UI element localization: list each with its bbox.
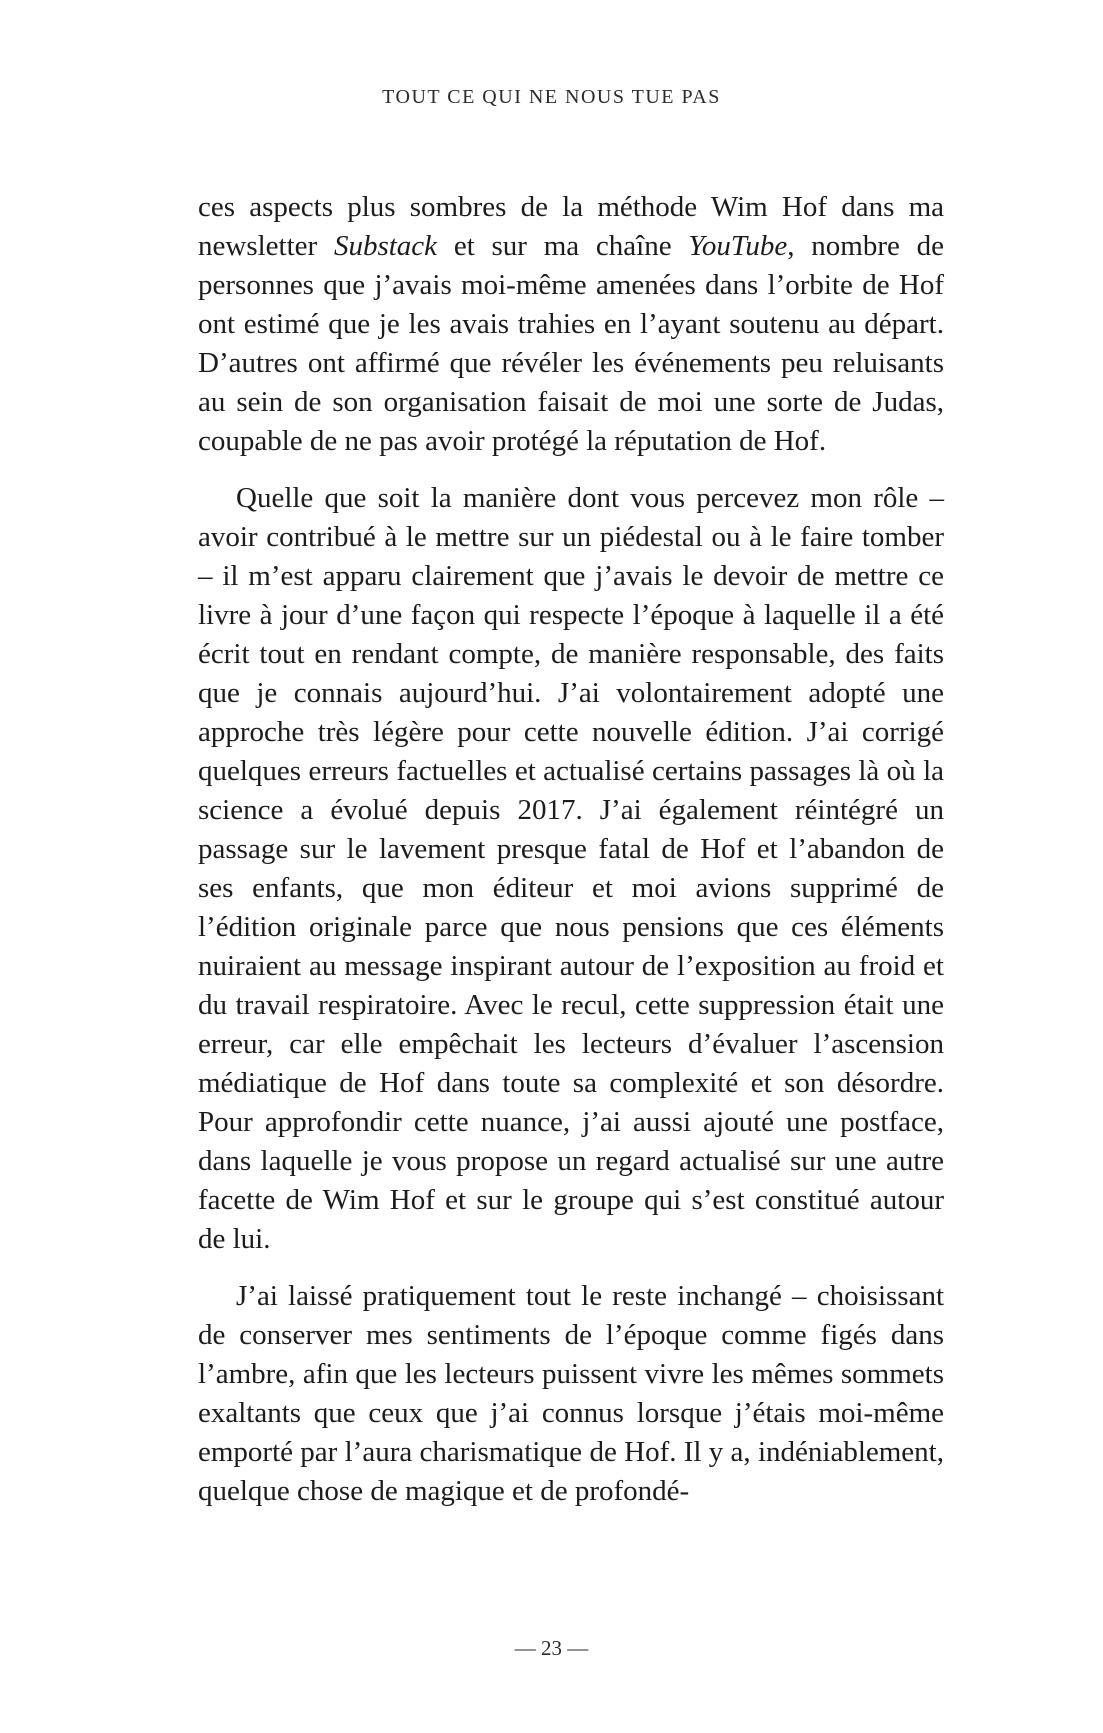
paragraph-1-text-c: , nombre de personnes que j’avais moi-même amenées dans l’orbite de Hof ont estimé que je les avais trahies en l’ayant soutenu au départ. D’autres ont affirmé que révéler les événements peu reluisants au sein de son organisation faisait de moi une sorte de Judas, coupable de ne pas avoir protégé la réputation de Hof.: [198, 230, 944, 457]
paragraph-1-text-b: et sur ma chaîne: [437, 230, 689, 262]
running-header: TOUT CE QUI NE NOUS TUE PAS: [382, 86, 721, 108]
text-body: [198, 188, 944, 1529]
paragraph-2: Quelle que soit la manière dont vous percevez mon rôle – avoir contribué à le mettre sur un piédestal ou à le faire tomber – il m’est apparu clairement que j’avais le devoir de mettre ce livre à jour d’une façon qui respecte l’époque à laquelle il a été écrit tout en rendant compte, de manière responsable, des faits que je connais aujourd’hui. J’ai volontairement adopté une approche très légère pour cette nouvelle édition. J’ai corrigé quelques erreurs factuelles et actualisé certains passages là où la science a évolué depuis 2017. J’ai également réintégré un passage sur le lavement presque fatal de Hof et l’abandon de ses enfants, que mon éditeur et moi avions supprimé de l’édition originale parce que nous pensions que ces éléments nuiraient au message inspirant autour de l’exposition au froid et du travail respiratoire. Avec le recul, cette suppression était une erreur, car elle empêchait les lecteurs d’évaluer l’ascension médiatique de Hof dans toute sa complexité et son désordre. Pour approfondir cette nuance, j’ai aussi ajouté une postface, dans laquelle je vous propose un regard actualisé sur une autre facette de Wim Hof et sur le groupe qui s’est constitué autour de lui.: [198, 482, 944, 1255]
paragraph-3: J’ai laissé pratiquement tout le reste inchangé – choisissant de conserver mes sentiments de l’époque comme figés dans l’ambre, afin que les lecteurs puissent vivre les mêmes sommets exaltants que ceux que j’ai connus lorsque j’étais moi-même emporté par l’aura charismatique de Hof. Il y a, indéniablement, quelque chose de magique et de profondé-: [198, 1280, 944, 1507]
youtube-title: YouTube: [688, 230, 788, 262]
page-number: — 23 —: [514, 1636, 589, 1660]
paragraph-1-text-a: ces aspects plus sombres de la méthode Wim Hof dans ma newsletter: [198, 191, 944, 262]
paragraph-1: [198, 188, 944, 461]
substack-title: Substack: [333, 230, 438, 262]
